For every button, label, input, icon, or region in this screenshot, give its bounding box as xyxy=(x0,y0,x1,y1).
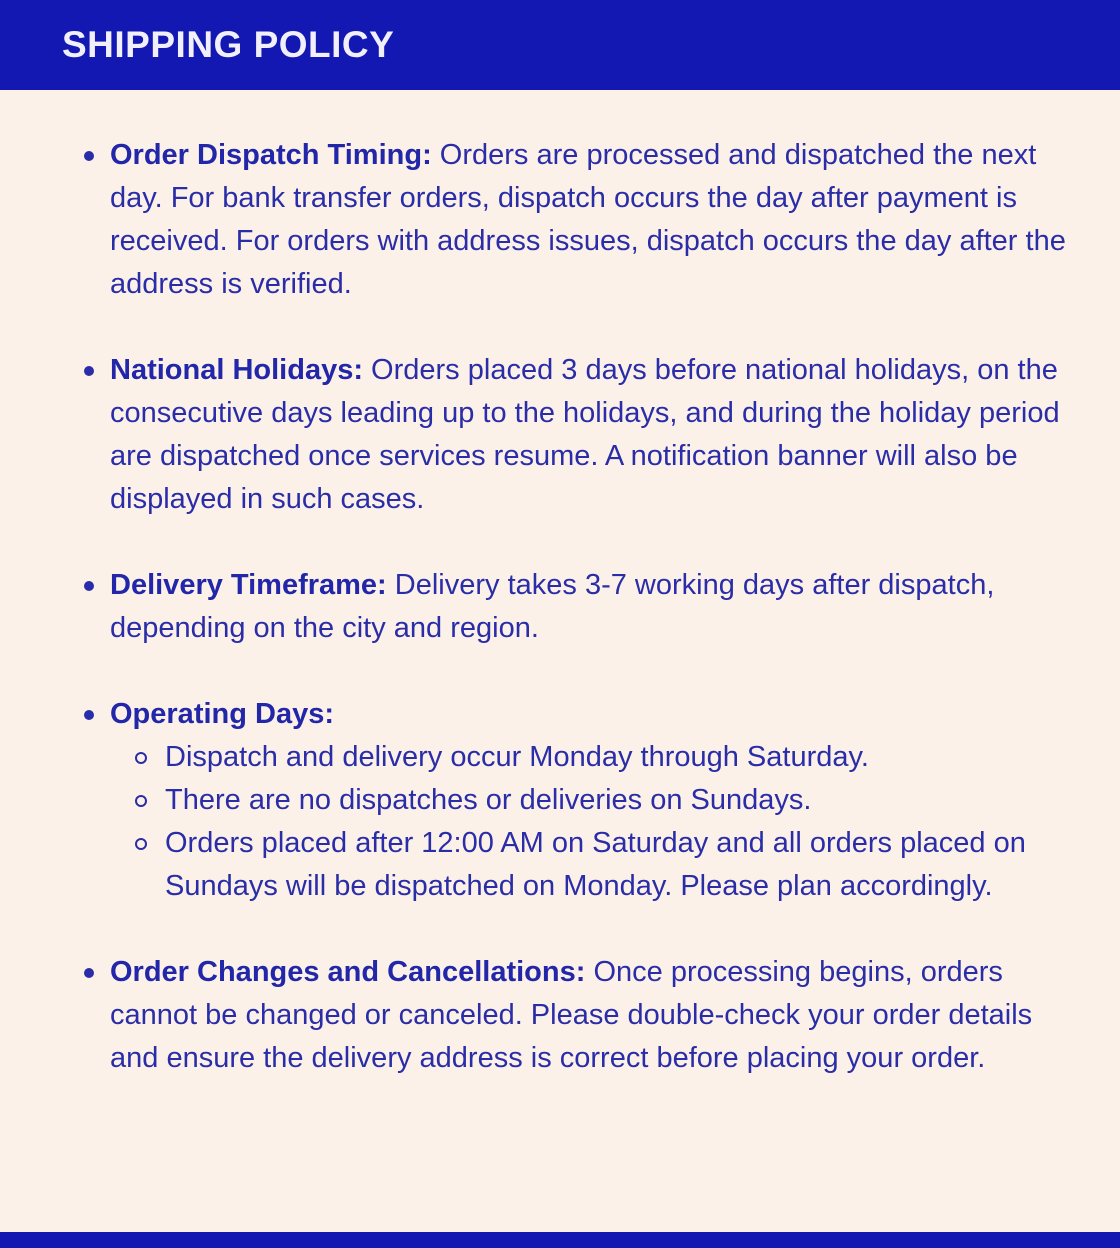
policy-item-label: Operating Days: xyxy=(110,698,334,730)
policy-item-label: Order Dispatch Timing: xyxy=(110,139,432,171)
policy-item-label: Delivery Timeframe: xyxy=(110,569,387,601)
policy-sub-item xyxy=(110,779,1068,822)
policy-item-text: Orders placed 3 days before national holidays, on the consecutive days leading up to the holidays, and during the holiday period are dispatched once services resume. A notification banner will also be displayed in such cases. xyxy=(110,354,1060,515)
bullet-circle-icon xyxy=(135,838,147,850)
policy-item xyxy=(60,564,1068,650)
policy-item xyxy=(60,134,1068,306)
policy-item xyxy=(60,349,1068,521)
policy-sub-item-text: Orders placed after 12:00 AM on Saturday and all orders placed on Sundays will be dispatched on Monday. Please plan accordingly. xyxy=(165,827,1026,902)
bullet-dot-icon xyxy=(84,710,94,720)
policy-item-label: National Holidays: xyxy=(110,354,363,386)
policy-item-text: Orders are processed and dispatched the next day. For bank transfer orders, dispatch occurs the day after payment is received. For orders with address issues, dispatch occurs the day after the address is verified. xyxy=(110,139,1066,300)
policy-list xyxy=(60,134,1068,1080)
policy-sub-list xyxy=(110,736,1068,908)
bullet-dot-icon xyxy=(84,581,94,591)
bullet-dot-icon xyxy=(84,366,94,376)
page-title: SHIPPING POLICY xyxy=(62,24,395,65)
bullet-dot-icon xyxy=(84,968,94,978)
policy-item xyxy=(60,951,1068,1080)
policy-sub-item xyxy=(110,736,1068,779)
header-banner xyxy=(0,0,1120,90)
policy-sub-item-text: There are no dispatches or deliveries on Sundays. xyxy=(165,784,812,816)
policy-item xyxy=(60,693,1068,908)
policy-item-text: Once processing begins, orders cannot be changed or canceled. Please double-check your order details and ensure the delivery address is correct before placing your order. xyxy=(110,956,1033,1074)
policy-item-label: Order Changes and Cancellations: xyxy=(110,956,586,988)
bullet-circle-icon xyxy=(135,752,147,764)
policy-body xyxy=(0,90,1120,1080)
policy-sub-item-text: Dispatch and delivery occur Monday through Saturday. xyxy=(165,741,869,773)
footer-accent-bar xyxy=(0,1232,1120,1248)
policy-item-text: Delivery takes 3-7 working days after dispatch, depending on the city and region. xyxy=(110,569,995,644)
bullet-dot-icon xyxy=(84,151,94,161)
bullet-circle-icon xyxy=(135,795,147,807)
policy-sub-item xyxy=(110,822,1068,908)
